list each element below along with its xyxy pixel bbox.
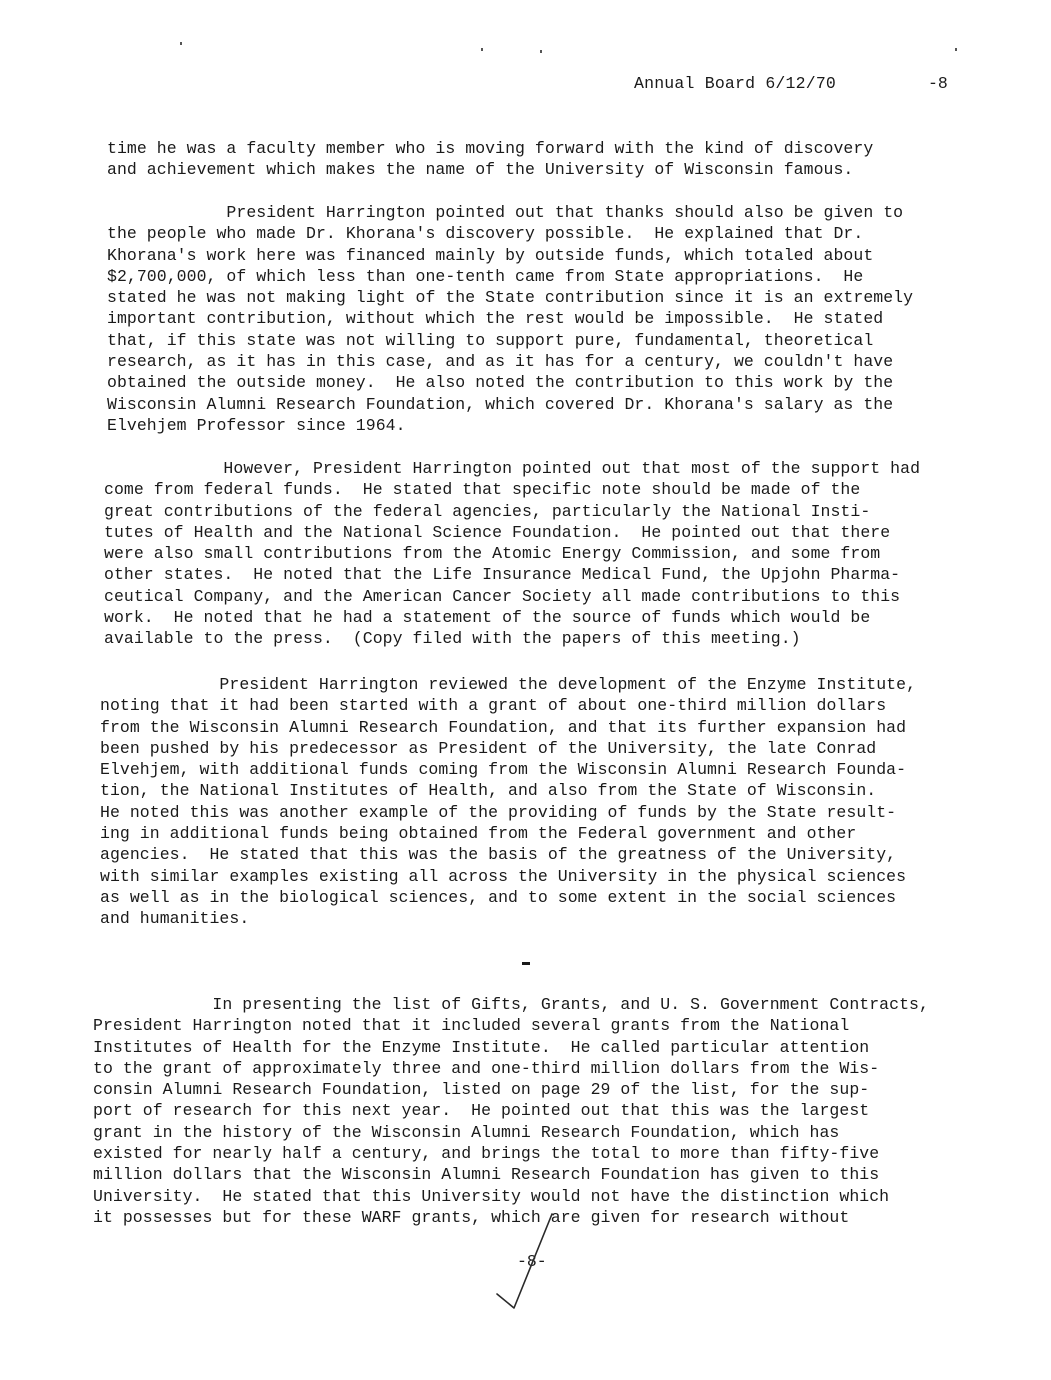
scan-speck bbox=[481, 48, 483, 51]
section-separator bbox=[522, 962, 530, 965]
scan-speck bbox=[180, 42, 182, 45]
paragraph-5: In presenting the list of Gifts, Grants, and U. S. Government Contracts, President Harrington noted that it included several grants from the National Institutes of Health for the Enzyme Institute. He called particular attention to the grant of approximately three and one-third million dollars from the Wis- consin Alumni Research Foundation, listed on page 29 of the list, for the sup- port of research for this next year. He pointed out that this was the largest grant in the history of the Wisconsin Alumni Research Foundation, which has existed for nearly half a century, and brings the total to more than fifty-five million dollars that the Wisconsin Alumni Research Foundation has given to this University. He stated that this University would not have the distinction which it possesses but for these WARF grants, which are given for research without bbox=[93, 995, 929, 1227]
handwritten-checkmark-icon bbox=[492, 1206, 562, 1316]
scan-speck bbox=[540, 50, 542, 53]
paragraph-2: President Harrington pointed out that thanks should also be given to the people who made Dr. Khorana's discovery possible. He explained that Dr. Khorana's work here was financed mainly by outside funds, which totaled about $2,700,000, of which less than one-tenth came from State appropriations. He stated he was not making light of the State contribution since it is an extremely important contribution, without which the rest would be impossible. He stated that, if this state was not willing to support pure, fundamental, theoretical research, as it has in this case, and as it has for a century, we couldn't have obtained the outside money. He also noted the contribution to this work by the Wisconsin Alumni Research Foundation, which covered Dr. Khorana's salary as the Elvehjem Professor since 1964. bbox=[107, 203, 914, 435]
paragraph-3: However, President Harrington pointed out that most of the support had come from federal funds. He stated that specific note should be made of the great contributions of the federal agencies, particularly the National Insti- tutes of Health and the National Science Foundation. He pointed out that there were also small contributions from the Atomic Energy Commission, and some from other states. He noted that the Life Insurance Medical Fund, the Upjohn Pharma- ceutical Company, and the American Cancer Society all made contributions to this work. He noted that he had a statement of the source of funds which would be available to the press. (Copy filed with the papers of this meeting.) bbox=[104, 459, 921, 649]
paragraph-4: President Harrington reviewed the development of the Enzyme Institute, noting that it had been started with a grant of about one-third million dollars from the Wisconsin Alumni Research Foundation, and that its further expansion had been pushed by his predecessor as President of the University, the late Conrad Elvehjem, with additional funds coming from the Wisconsin Alumni Research Founda- tion, the National Institutes of Health, and also from the State of Wisconsin. He noted this was another example of the providing of funds by the State result- ing in additional funds being obtained from the Federal government and other agencies. He stated that this was the basis of the greatness of the University, with similar examples existing all across the University in the physical sciences as well as in the biological sciences, and to some extent in the social sciences and humanities. bbox=[100, 675, 917, 929]
paragraph-1: time he was a faculty member who is moving forward with the kind of discovery and achievement which makes the name of the University of Wisconsin famous. bbox=[107, 139, 874, 180]
page-number: -8 bbox=[928, 74, 948, 93]
footer-page-marker: -8- bbox=[517, 1252, 547, 1271]
document-header: Annual Board 6/12/70 bbox=[634, 74, 837, 93]
scan-speck bbox=[955, 48, 957, 51]
